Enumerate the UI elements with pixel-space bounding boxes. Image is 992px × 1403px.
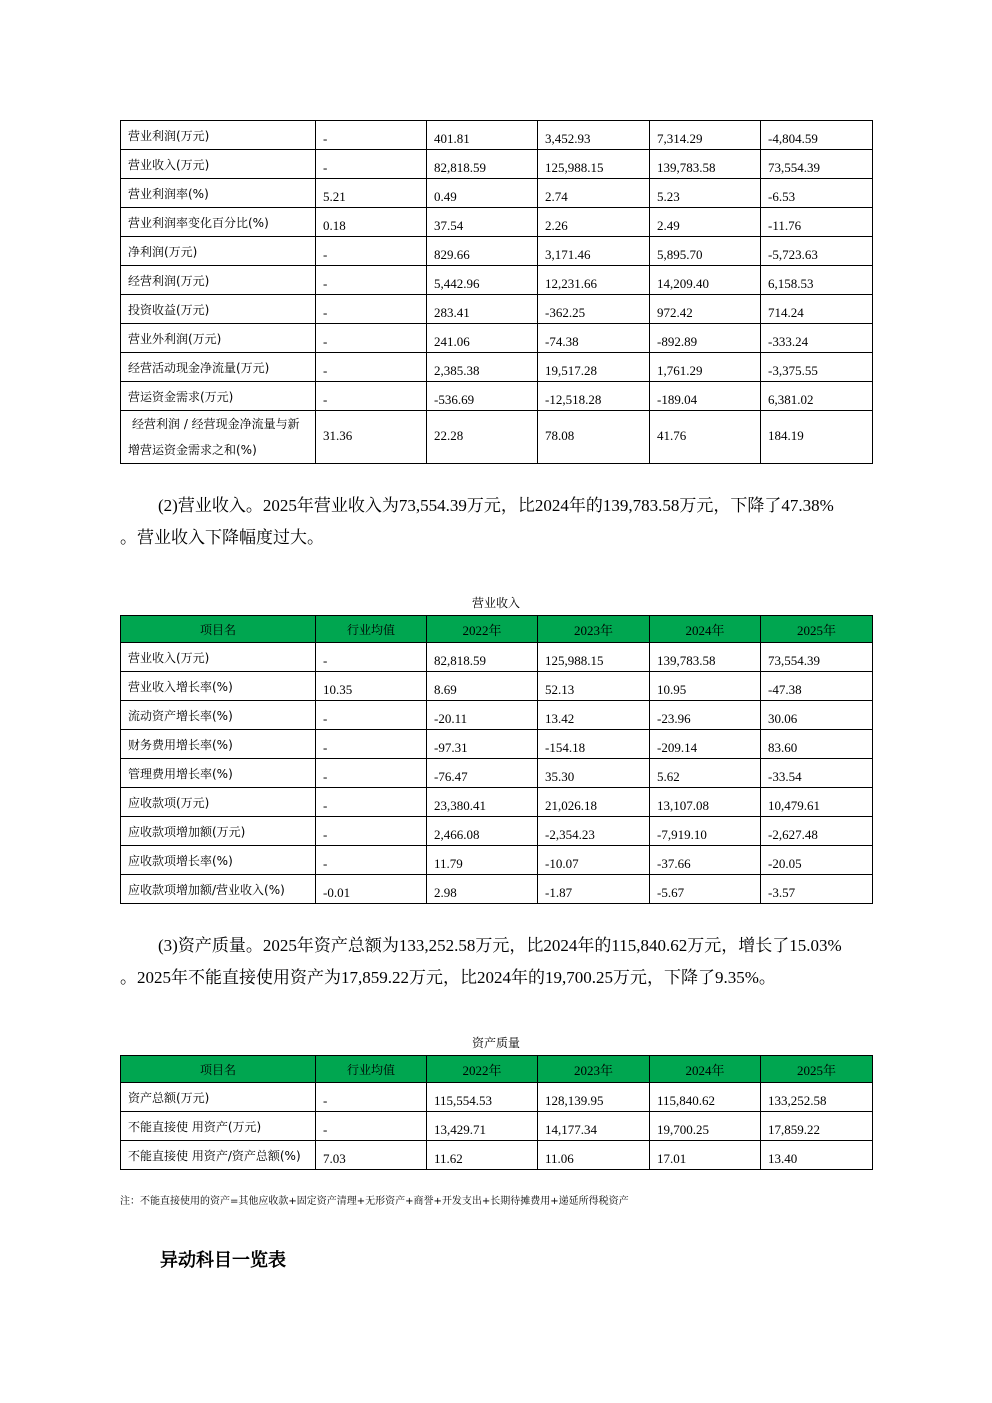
table-row: [121, 730, 873, 759]
table-cell: 7,314.29: [650, 121, 761, 150]
row-label: 营业利润率变化百分比(%): [121, 208, 316, 237]
table-cell: 7.03: [316, 1141, 427, 1170]
asset-quality-paragraph: [120, 930, 900, 994]
table-cell: -10.07: [538, 846, 650, 875]
table-caption: 资产质量: [471, 1036, 520, 1050]
paragraph-line: 。2025年不能直接使用资产为17,859.22万元，比2024年的19,700.25万元，下降了9.35%。: [120, 968, 776, 987]
table-row: [121, 353, 873, 382]
table-cell: -33.54: [761, 759, 873, 788]
row-label: 财务费用增长率(%): [121, 730, 316, 759]
table-row: [121, 846, 873, 875]
column-header: 2022年: [427, 616, 538, 643]
table-cell: -: [316, 382, 427, 411]
table-cell: 3,171.46: [538, 237, 650, 266]
table-cell: 35.30: [538, 759, 650, 788]
table-cell: -37.66: [650, 846, 761, 875]
row-label: 经营利润(万元): [121, 266, 316, 295]
row-label: 流动资产增长率(%): [121, 701, 316, 730]
paragraph-line: (2)营业收入。2025年营业收入为73,554.39万元，比2024年的139,783.58万元，下降了47.38%: [158, 496, 834, 515]
table-cell: -3.57: [761, 875, 873, 904]
revenue-paragraph: [120, 490, 900, 554]
table-row: [121, 237, 873, 266]
table-cell: 83.60: [761, 730, 873, 759]
column-header: 2023年: [538, 616, 650, 643]
column-header: 2024年: [650, 616, 761, 643]
table-cell: -: [316, 1083, 427, 1112]
table-cell: 13,107.08: [650, 788, 761, 817]
row-label: 经营活动现金净流量(万元): [121, 353, 316, 382]
table-cell: 31.36: [316, 411, 427, 464]
table-cell: 2,466.08: [427, 817, 538, 846]
table-row: [121, 150, 873, 179]
table-cell: -: [316, 759, 427, 788]
table-cell: 5,895.70: [650, 237, 761, 266]
paragraph-line: (3)资产质量。2025年资产总额为133,252.58万元，比2024年的115,840.62万元，增长了15.03%: [158, 936, 842, 955]
table-cell: -0.01: [316, 875, 427, 904]
table-cell: 19,700.25: [650, 1112, 761, 1141]
table-cell: 283.41: [427, 295, 538, 324]
table-row: [121, 382, 873, 411]
table-cell: -2,627.48: [761, 817, 873, 846]
row-label: 营业收入增长率(%): [121, 672, 316, 701]
table-row: [121, 759, 873, 788]
row-label: [121, 411, 316, 464]
table-cell: 14,209.40: [650, 266, 761, 295]
table-row: [121, 701, 873, 730]
row-label: 应收款项(万元): [121, 788, 316, 817]
footnote: 注：不能直接使用的资产=其他应收款+固定资产清理+无形资产+商誉+开发支出+长期待摊费用+递延所得税资产: [120, 1196, 629, 1207]
table-cell: -4,804.59: [761, 121, 873, 150]
table-cell: 30.06: [761, 701, 873, 730]
table-cell: 0.18: [316, 208, 427, 237]
table-cell: -7,919.10: [650, 817, 761, 846]
row-label: 不能直接使 用资产(万元): [121, 1112, 316, 1141]
table-cell: 2.49: [650, 208, 761, 237]
table-header-row: [121, 1056, 873, 1083]
paragraph-line: 。营业收入下降幅度过大。: [120, 528, 324, 547]
row-label: 应收款项增长率(%): [121, 846, 316, 875]
table-cell: -1.87: [538, 875, 650, 904]
table-cell: -: [316, 817, 427, 846]
table-cell: -20.11: [427, 701, 538, 730]
row-label: 投资收益(万元): [121, 295, 316, 324]
table-cell: 115,554.53: [427, 1083, 538, 1112]
table-cell: -189.04: [650, 382, 761, 411]
row-label: 管理费用增长率(%): [121, 759, 316, 788]
table-cell: 11.79: [427, 846, 538, 875]
table-cell: 1,761.29: [650, 353, 761, 382]
table-row: [121, 643, 873, 672]
row-label: 营运资金需求(万元): [121, 382, 316, 411]
table-row: [121, 1083, 873, 1112]
row-label: 资产总额(万元): [121, 1083, 316, 1112]
column-header: 行业均值: [316, 616, 427, 643]
revenue-table: [120, 615, 873, 904]
table-cell: 128,139.95: [538, 1083, 650, 1112]
table-cell: 125,988.15: [538, 150, 650, 179]
table-cell: -333.24: [761, 324, 873, 353]
table-cell: 125,988.15: [538, 643, 650, 672]
table-cell: -892.89: [650, 324, 761, 353]
table-row: [121, 121, 873, 150]
table-cell: 401.81: [427, 121, 538, 150]
column-header: 2025年: [761, 1056, 873, 1083]
table-cell: -76.47: [427, 759, 538, 788]
table-cell: 10.95: [650, 672, 761, 701]
table-cell: -11.76: [761, 208, 873, 237]
table-cell: 2,385.38: [427, 353, 538, 382]
table-row: [121, 179, 873, 208]
table-caption: 营业收入: [471, 596, 520, 610]
table-cell: 0.49: [427, 179, 538, 208]
column-header: 2023年: [538, 1056, 650, 1083]
table-row: [121, 788, 873, 817]
table-row: [121, 1141, 873, 1170]
table-cell: -: [316, 295, 427, 324]
table-cell: -3,375.55: [761, 353, 873, 382]
table-cell: -: [316, 353, 427, 382]
table-cell: 17.01: [650, 1141, 761, 1170]
table-cell: -2,354.23: [538, 817, 650, 846]
table-cell: 829.66: [427, 237, 538, 266]
table-cell: -23.96: [650, 701, 761, 730]
table-cell: 13,429.71: [427, 1112, 538, 1141]
table-cell: 21,026.18: [538, 788, 650, 817]
table-cell: 972.42: [650, 295, 761, 324]
table-cell: -: [316, 788, 427, 817]
table-cell: 5,442.96: [427, 266, 538, 295]
row-label: 营业利润(万元): [121, 121, 316, 150]
row-label: 营业收入(万元): [121, 643, 316, 672]
table-cell: 82,818.59: [427, 150, 538, 179]
table-row: [121, 295, 873, 324]
column-header: 行业均值: [316, 1056, 427, 1083]
table-row: [121, 266, 873, 295]
table-cell: 8.69: [427, 672, 538, 701]
table-row: [121, 411, 873, 464]
table-cell: 82,818.59: [427, 643, 538, 672]
table-cell: 6,381.02: [761, 382, 873, 411]
table-cell: 13.42: [538, 701, 650, 730]
table-cell: -: [316, 324, 427, 353]
table-cell: 6,158.53: [761, 266, 873, 295]
table-cell: -20.05: [761, 846, 873, 875]
column-header: 2022年: [427, 1056, 538, 1083]
table-cell: 3,452.93: [538, 121, 650, 150]
table-cell: 241.06: [427, 324, 538, 353]
table-row: [121, 208, 873, 237]
table-cell: 13.40: [761, 1141, 873, 1170]
table-cell: -12,518.28: [538, 382, 650, 411]
table-cell: -47.38: [761, 672, 873, 701]
row-label: 应收款项增加额/营业收入(%): [121, 875, 316, 904]
table-cell: -209.14: [650, 730, 761, 759]
table-cell: 14,177.34: [538, 1112, 650, 1141]
table-cell: 184.19: [761, 411, 873, 464]
table-cell: -6.53: [761, 179, 873, 208]
table-cell: 17,859.22: [761, 1112, 873, 1141]
table-row: [121, 817, 873, 846]
column-header: 2025年: [761, 616, 873, 643]
table-cell: 41.76: [650, 411, 761, 464]
table-cell: 19,517.28: [538, 353, 650, 382]
table-cell: 139,783.58: [650, 643, 761, 672]
table-cell: 11.06: [538, 1141, 650, 1170]
table-cell: -536.69: [427, 382, 538, 411]
table-cell: -362.25: [538, 295, 650, 324]
table-cell: 5.21: [316, 179, 427, 208]
table-cell: 2.74: [538, 179, 650, 208]
table-cell: -: [316, 643, 427, 672]
table-cell: -154.18: [538, 730, 650, 759]
row-label: 不能直接使 用资产/资产总额(%): [121, 1141, 316, 1170]
table-cell: 115,840.62: [650, 1083, 761, 1112]
table-cell: -74.38: [538, 324, 650, 353]
table-row: [121, 875, 873, 904]
row-label: 净利润(万元): [121, 237, 316, 266]
row-label: 营业收入(万元): [121, 150, 316, 179]
table-cell: 23,380.41: [427, 788, 538, 817]
section-heading: 异动科目一览表: [160, 1250, 286, 1271]
table-cell: -: [316, 1112, 427, 1141]
table-cell: -5,723.63: [761, 237, 873, 266]
table-cell: -: [316, 701, 427, 730]
table-cell: 78.08: [538, 411, 650, 464]
table-cell: 37.54: [427, 208, 538, 237]
table-row: [121, 324, 873, 353]
table-cell: 133,252.58: [761, 1083, 873, 1112]
table-cell: -: [316, 846, 427, 875]
table-header-row: [121, 616, 873, 643]
table-cell: -: [316, 150, 427, 179]
table-cell: 22.28: [427, 411, 538, 464]
table-row: [121, 1112, 873, 1141]
table-cell: 2.26: [538, 208, 650, 237]
table-cell: 73,554.39: [761, 150, 873, 179]
table-cell: -: [316, 121, 427, 150]
table-cell: 73,554.39: [761, 643, 873, 672]
table-cell: 10.35: [316, 672, 427, 701]
table-cell: 52.13: [538, 672, 650, 701]
column-header: 项目名: [121, 616, 316, 643]
table-cell: 10,479.61: [761, 788, 873, 817]
table-cell: 139,783.58: [650, 150, 761, 179]
table-cell: 5.62: [650, 759, 761, 788]
table-row: [121, 672, 873, 701]
row-label-line: 经营利润 / 经营现金净流量与新: [132, 417, 300, 431]
asset-quality-table: [120, 1055, 873, 1170]
column-header: 2024年: [650, 1056, 761, 1083]
row-label: 应收款项增加额(万元): [121, 817, 316, 846]
column-header: 项目名: [121, 1056, 316, 1083]
financial-metrics-table: [120, 120, 873, 464]
table-cell: -5.67: [650, 875, 761, 904]
table-cell: 2.98: [427, 875, 538, 904]
table-cell: 12,231.66: [538, 266, 650, 295]
table-cell: 11.62: [427, 1141, 538, 1170]
table-cell: -: [316, 237, 427, 266]
table-cell: 5.23: [650, 179, 761, 208]
row-label: 营业利润率(%): [121, 179, 316, 208]
row-label-line: 增营运资金需求之和(%): [128, 443, 257, 457]
table-cell: -97.31: [427, 730, 538, 759]
table-cell: -: [316, 730, 427, 759]
table-cell: -: [316, 266, 427, 295]
row-label: 营业外利润(万元): [121, 324, 316, 353]
table-cell: 714.24: [761, 295, 873, 324]
